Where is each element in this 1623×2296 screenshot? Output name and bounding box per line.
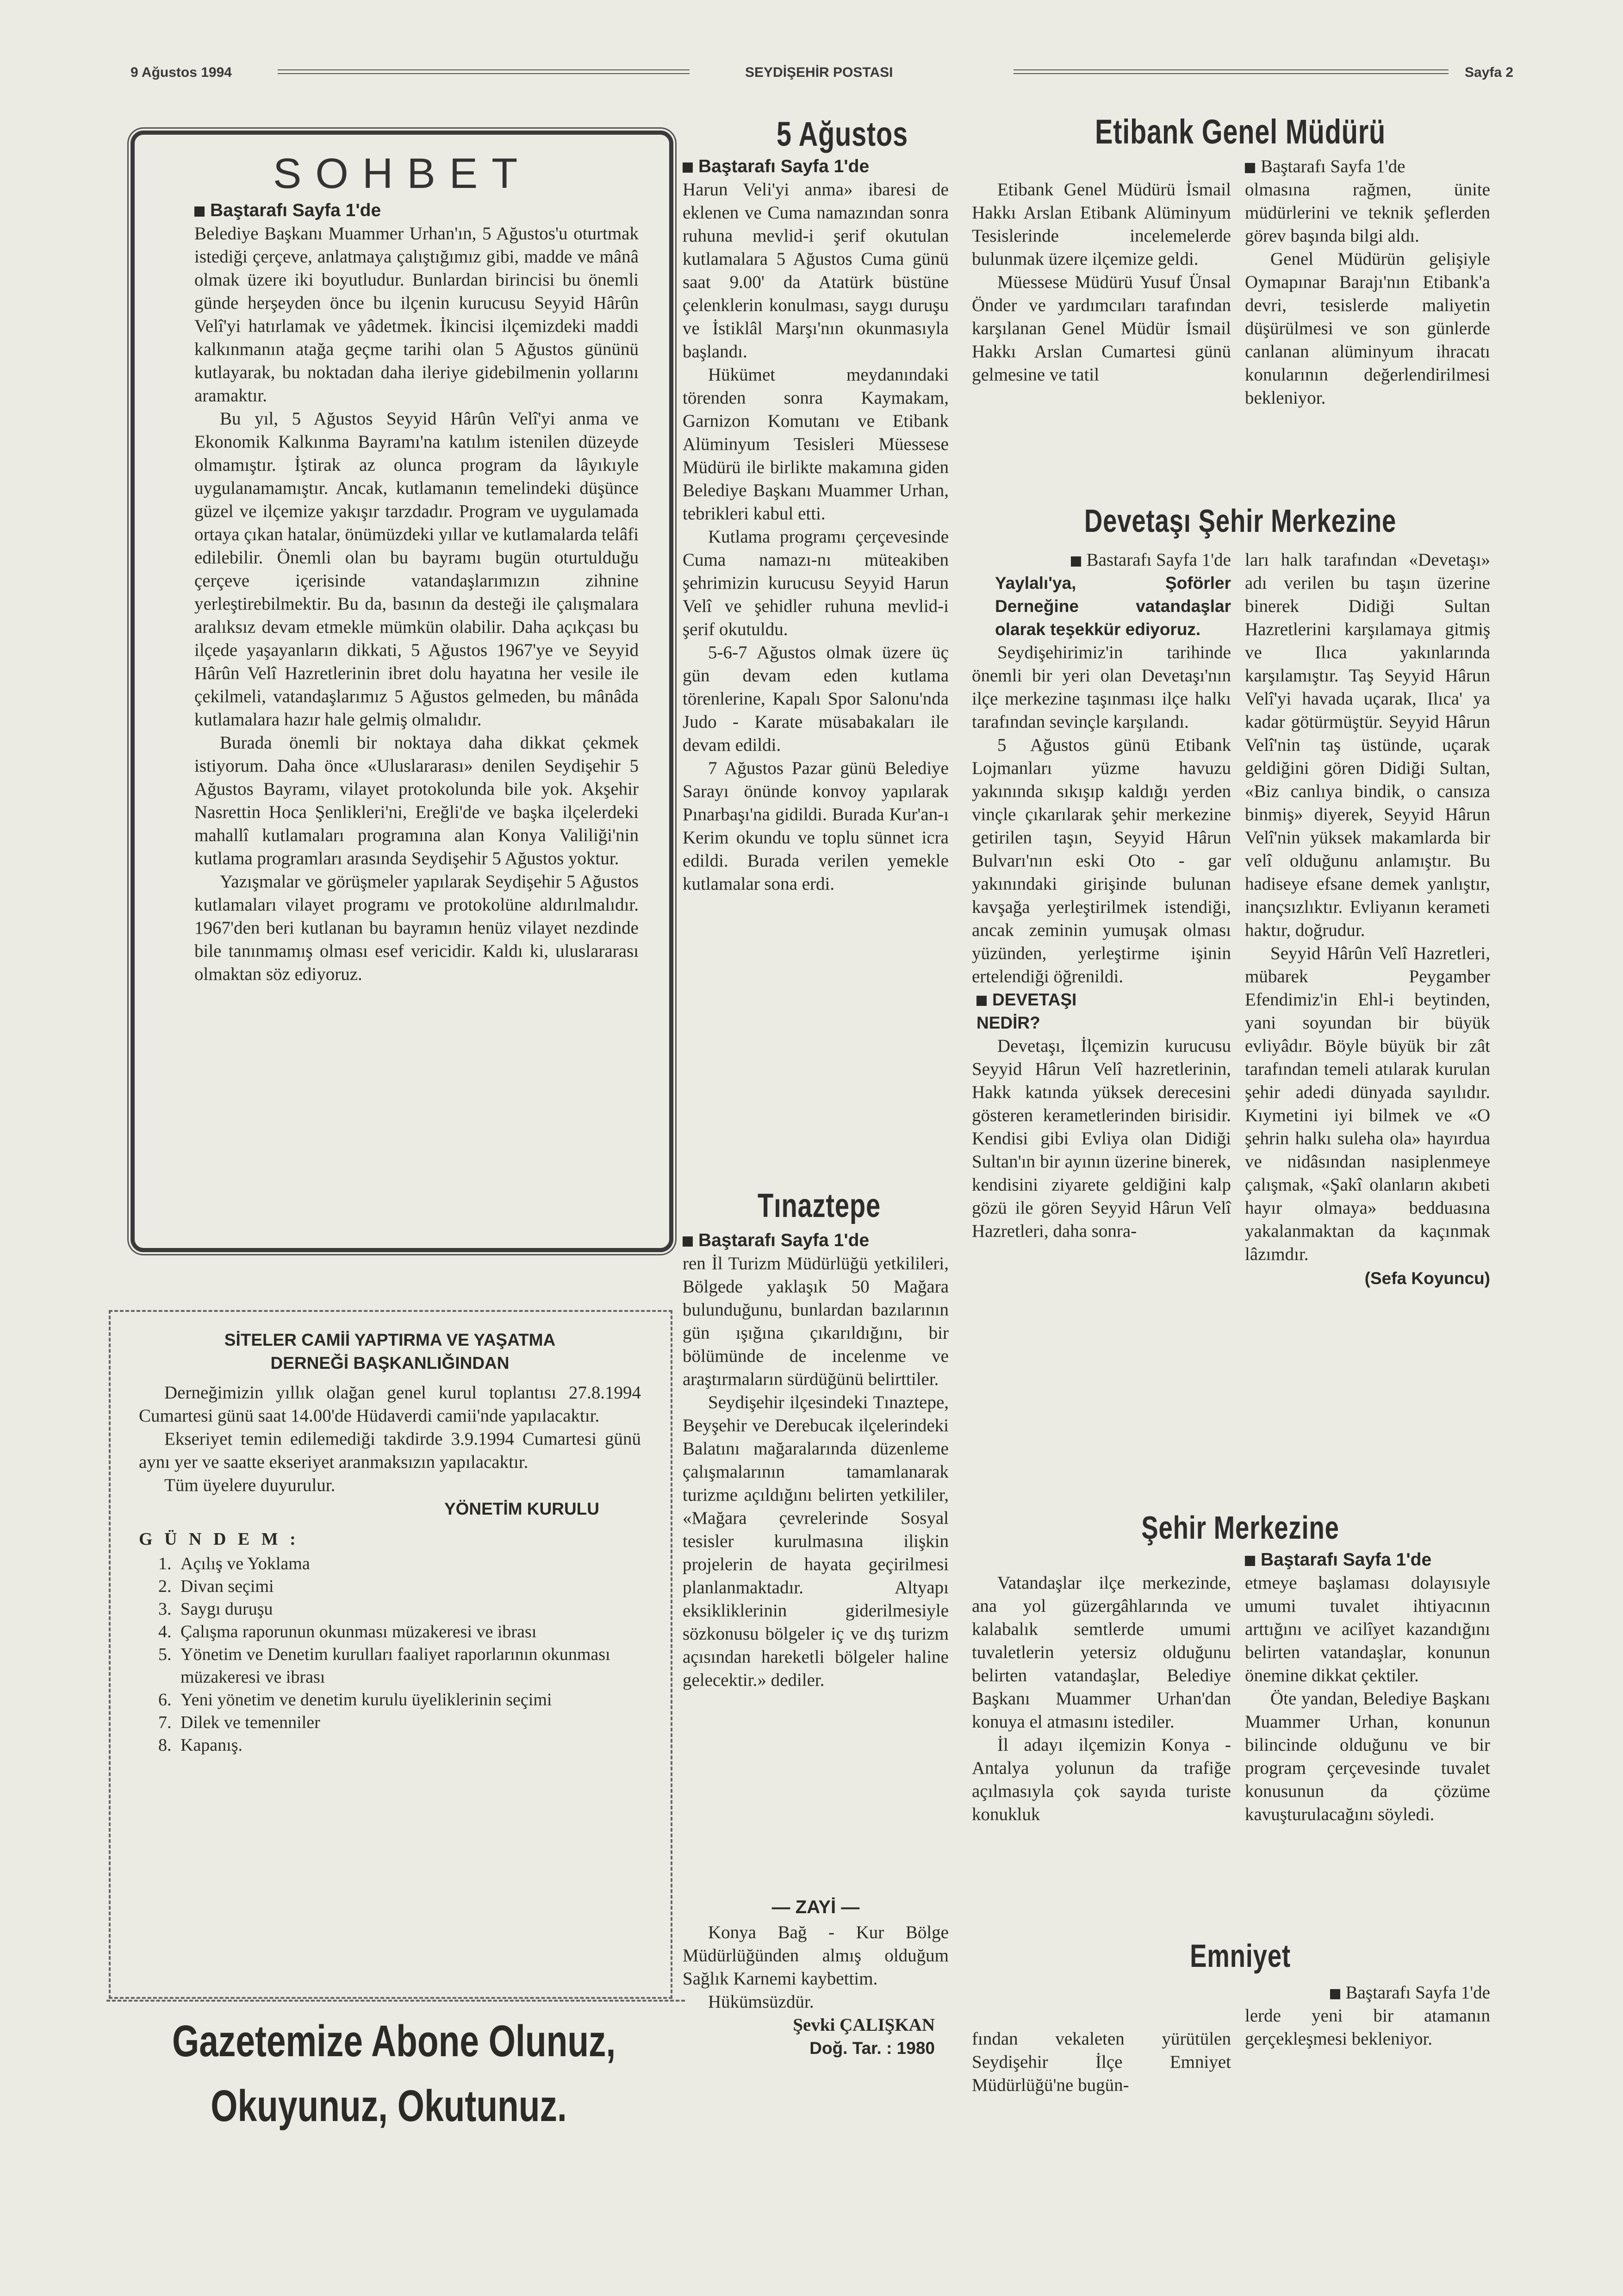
etibank-paragraph: Etibank Genel Müdürü İsmail Hakkı Arslan Etibank Alüminyum Tesislerinde incelemelerde bulunmak üzere ilçemize geldi. xyxy=(972,180,1231,269)
etibank-paragraph: Genel Müdürün gelişiyle Oymapınar Barajı'nın Etibank'a devri, tesislerde maliyetin düşürülmesi ve son günlerde canlanan alüminyum ihracatı konularının değerlendirilmesi bekleniyor. xyxy=(1245,249,1490,408)
devetasi-from: Bastarafı Sayfa 1'de xyxy=(1086,550,1231,570)
sehir-paragraph: etmeye başlaması dolayısıyle umumi tuvalet ihtiyacının arttığını ve acilîyet kazandığını belirten vatandaşlar, konunun önemine dikkat çektiler. xyxy=(1245,1573,1490,1685)
devetasi-paragraph: 5 Ağustos günü Etibank Lojmanları yüzme havuzu yakınında sıkışıp kaldığı yerden vinçle çıkarılarak şehir merkezine getirilen taşın, Seyyid Hârun Bulvarı'nın eski Oto - gar yakınındaki girişinde bulunan kavşağa yerleştirilmek istendiği, ancak zeminin yumuşak olması yüzünden, yerleştirme işinin ertelendiği öğrenildi. xyxy=(972,735,1231,986)
sehir-left-column xyxy=(972,1572,1231,1826)
notice-title: SİTELER CAMİİ YAPTIRMA VE YAŞATMA xyxy=(224,1330,556,1349)
emniyet-paragraph: fından vekaleten yürütülen Seydişehir İlçe Emniyet Müdürlüğü'ne bugün- xyxy=(972,2029,1231,2095)
header-rule xyxy=(1014,69,1449,74)
tinaztepe-from: Baştarafı Sayfa 1'de xyxy=(698,1230,870,1250)
notice-article xyxy=(139,1329,641,1757)
agenda-title: G Ü N D E M : xyxy=(139,1529,299,1549)
devetasi-paragraph: ları halk tarafından «Devetaşı» adı verilen bu taşın üzerine binerek Didiği Sultan Hazretlerini karşılamaya gitmiş ve Ilıca yakınlarında karşılamıştır. Taş Seyyid Hârun Velî'yi havada uçarak, Ilıca' ya kadar götürmüştür. Seyyid Hârun Velî'nin taş üstünde, uçarak geldiğini gören Didiği Sultan, «Biz canlıya bindik, o cansıza binmiş» diyerek, Seyyid Hârun Velî'nin yüksek makamlarda bir velî olduğunu anlamıştır. Bu hadiseye efsane demek yanlıştır, inançsızlıktır. Evliyanın kerameti haktır, doğrudur. xyxy=(1245,550,1490,940)
devetasi-right-column xyxy=(1245,549,1490,1291)
tinaztepe-article xyxy=(683,1229,949,1692)
sohbet-paragraph: Yazışmalar ve görüşmeler yapılarak Seydişehir 5 Ağustos kutlamaları vilayet programı ve protokolüne aldırılmalıdır. 1967'den beri kutlanan bu bayramın henüz vilayet nezdinde bile tanınmamış olması esef vericidir. Kaldı ki, uluslararası olmaktan söz ediyoruz. xyxy=(194,872,639,984)
zayi-text: Konya Bağ - Kur Bölge Müdürlüğünden almış olduğum Sağlık Karnemi kaybettim. xyxy=(683,1922,949,1989)
tinaztepe-title: Tınaztepe xyxy=(757,1187,881,1224)
emniyet-from: Baştarafı Sayfa 1'de xyxy=(1345,1983,1490,2003)
agustos-paragraph: Harun Veli'yi anma» ibaresi de eklenen ve Cuma namazından sonra ruhuna mevlid-i şerif okutulan kutlamalara 5 Ağustos Cuma günü saat 9.00' da Atatürk büstüne çelenklerin konulması, saygı duruşu ve İstiklâl Marşı'nın okunmasıyla başlandı. xyxy=(683,180,949,362)
zayi-dob: Doğ. Tar. : 1980 xyxy=(809,2039,935,2058)
sohbet-paragraph: Belediye Başkanı Muammer Urhan'ın, 5 Ağustos'u oturtmak istediği çerçeve, anlatmaya çalıştığımız gibi, madde ve mânâ olmak üzere iki boyutludur. Bunlardan birincisi bu önemli günde herşeyden önce bu ilçenin kurucusu Seyyid Hârûn Velî'yi hatırlamak ve yâdetmek. İkincisi ilçemizdeki maddi kalkınmanın atağa geçme tarihi olan 5 Ağustos gününü kutlayarak, bu noktadan daha ileriye gidebilmenin yollarını aramaktır. xyxy=(194,224,639,406)
page-number: Sayfa 2 xyxy=(1465,65,1514,80)
devetasi-author: (Sefa Koyuncu) xyxy=(1364,1269,1490,1288)
sohbet-paragraph: Bu yıl, 5 Ağustos Seyyid Hârûn Velî'yi anma ve Ekonomik Kalkınma Bayramı'na katılım istenilen düzeyde olmamıştır. İştirak az olunca program da lâyıkıyle uygulanamamıştır. Ancak, kutlamanın temelindeki düşünce güzel ve ilçemize yakışır tarzdadır. Program ve uygulamada ortaya çıkan hatalar, önümüzdeki yıllar ve kutlamalarda telâfi edilebilir. Önemli olan bu bayramı bugün oturtulduğu çerçeve içerisinde vatandaşlarımızın zihnine yerleştirebilmektir. Bu da, basının da desteği ile çalışmalara aralıksız devam etmekle mümkün olabilir. Daha açıkçası bu ilçede yaşayanların dikkati, 5 Ağustos 1967'ye ve Seyyid Hârûn Velî Hazretlerinin ibret dolu hayatına her vesile ile çekilmeli, vatandaşlarımız 5 Ağustos gelmeden, bu mânâda kutlamalara hazır hale gelmiş olmalıdır. xyxy=(194,409,639,730)
agustos-article xyxy=(683,155,949,896)
sehir-paragraph: Vatandaşlar ilçe merkezinde, ana yol güzergâhlarında ve kalabalık semtlerde umumi tuvaletlerin yetersiz olduğunu belirten vatandaşlar, Belediye Başkanı Muammer Urhan'dan konuya el atmasını istediler. xyxy=(972,1573,1231,1732)
sohbet-article xyxy=(194,148,639,986)
notice-paragraph: Tüm üyelere duyurulur. xyxy=(164,1475,336,1495)
bullet-square-icon xyxy=(1245,163,1255,173)
slogan-line-1: Gazetemize Abone Olunuz, xyxy=(172,2016,616,2066)
agustos-title: 5 Ağustos xyxy=(777,115,908,153)
agustos-paragraph: 5-6-7 Ağustos olmak üzere üç gün devam eden kutlama törenlerine, Kapalı Spor Salonu'nda Judo - Karate müsabakaları ile devam edildi. xyxy=(683,643,949,755)
devetasi-paragraph: Devetaşı, İlçemizin kurucusu Seyyid Hârun Velî hazretlerinin, Hakk katında yüksek derecesini gösteren kerametlerinden birisidir. Kendisi gibi Evliya olan Didiği Sultan'ın bir ayının üzerine binerek, kendisini ziyarete geldiğini kalp gözü ile gören Seyyid Hârun Velî Hazretleri, daha sonra- xyxy=(972,1036,1231,1241)
bullet-square-icon xyxy=(194,206,205,217)
agenda-item: 4. Çalışma raporunun okunması müzakeresi ve ibrası xyxy=(176,1621,641,1643)
sohbet-from: Baştarafı Sayfa 1'de xyxy=(210,200,381,220)
etibank-right-column xyxy=(1245,155,1490,410)
agenda-item: 2. Divan seçimi xyxy=(176,1575,641,1598)
devetasi-left-column xyxy=(972,549,1231,1243)
devetasi-lead: Yaylalı'ya, Şoförler Derneğine vatandaşlar olarak teşekkür ediyoruz. xyxy=(995,574,1231,639)
sehir-paragraph: İl adayı ilçemizin Konya - Antalya yolunun da trafiğe açılmasıyla çok sayıda turiste konukluk xyxy=(972,1735,1231,1824)
agustos-from: Baştarafı Sayfa 1'de xyxy=(698,156,870,176)
agenda-item: 6. Yeni yönetim ve denetim kurulu üyeliklerinin seçimi xyxy=(176,1689,641,1711)
newspaper-title: SEYDİŞEHİR POSTASI xyxy=(745,65,893,80)
agenda-item: 3. Saygı duruşu xyxy=(176,1598,641,1621)
bullet-square-icon xyxy=(1245,1556,1255,1566)
devetasi-title: Devetaşı Şehir Merkezine xyxy=(1084,503,1397,539)
notice-subtitle: DERNEĞİ BAŞKANLIĞINDAN xyxy=(270,1354,510,1373)
zayi-text: Hükümsüzdür. xyxy=(708,1992,814,2012)
etibank-title: Etibank Genel Müdürü xyxy=(1094,112,1386,151)
etibank-paragraph: olmasına rağmen, ünite müdürlerini ve teknik şeflerden görev başında bilgi aldı. xyxy=(1245,180,1490,246)
bullet-square-icon xyxy=(1330,1989,1340,1999)
bullet-square-icon xyxy=(1071,556,1081,567)
agustos-paragraph: 7 Ağustos Pazar günü Belediye Sarayı önünde konvoy yapılarak Pınarbaşı'na gidildi. Burada Kur'an-ı Kerim okundu ve toplu sünnet icra edildi. Burada verilen yemekle kutlamalar sona erdi. xyxy=(683,758,949,894)
agenda-item: 5. Yönetim ve Denetim kurulları faaliyet raporlarının okunması müzakeresi ve ibrası xyxy=(176,1643,641,1689)
issue-date: 9 Ağustos 1994 xyxy=(131,65,232,80)
bullet-square-icon xyxy=(683,1236,693,1247)
sehir-paragraph: Öte yandan, Belediye Başkanı Muammer Urhan, konunun bilincinde olduğunu ve bir program çerçevesinde tuvalet konusunun da çözüme kavuşturulacağını söyledi. xyxy=(1245,1689,1490,1824)
notice-signature: YÖNETİM KURULU xyxy=(444,1499,599,1518)
emniyet-left-column xyxy=(972,2028,1231,2097)
tinaztepe-paragraph: Seydişehir ilçesindeki Tınaztepe, Beyşehir ve Derebucak ilçelerindeki Balatını mağaralarında düzenleme çalışmalarının tamamlanarak turizme açıldığını belirten yetkililer, «Mağara çevrelerinde Sosyal tesisler kurulmasına ilişkin projelerin de hayata geçirilmesi planlanmaktadır. Altyapı eksikliklerinin giderilmesiyle sözkonusu bölgeler iç ve dış turizm açısından hareketli bölgeler haline gelecektir.» dediler. xyxy=(683,1392,949,1690)
slogan-line-2: Okuyunuz, Okutunuz. xyxy=(211,2081,567,2131)
bullet-square-icon xyxy=(683,162,693,173)
devetasi-paragraph: Seydişehirimiz'in tarihinde önemli bir yeri olan Devetaşı'nın ilçe merkezine taşınması ilçe halkı tarafından sevinçle karşılandı. xyxy=(972,643,1231,732)
sehir-title: Şehir Merkezine xyxy=(1141,1510,1339,1546)
sehir-from: Baştarafı Sayfa 1'de xyxy=(1261,1550,1432,1570)
devetasi-paragraph: Seyyid Hârûn Velî Hazretleri, mübarek Peygamber Efendimiz'in Ehl-i beytinden, yani soyundan bir büyük evliyâdır. Böyle büyük bir zât tarafından temeli atılarak kurulan şehir adedi dünyada sayılıdır. Kıymetini iyi bilmek ve «O şehrin halkı suleha ola» hayırdua ve nidâsından nasiplenmeye çalışmak, «Şakî olanların akıbeti hayır olmaya» bedduasına yakalanmaktan da kaçınmak lâzımdır. xyxy=(1245,943,1490,1264)
agenda-item: 1. Açılış ve Yoklama xyxy=(176,1553,641,1575)
zayi-title: — ZAYİ — xyxy=(771,1897,860,1917)
etibank-from: Baştarafı Sayfa 1'de xyxy=(1261,156,1405,176)
zayi-notice xyxy=(683,1893,949,2060)
sehir-right-column xyxy=(1245,1548,1490,1826)
tinaztepe-paragraph: ren İl Turizm Müdürlüğü yetkilileri, Bölgede yaklaşık 50 Mağara bulunduğunu, bunlardan bazılarının gün ışığına çıkarıldığını, bir bölümünde de incelenme ve araştırmaların sürdüğünü belirttiler. xyxy=(683,1254,949,1389)
bullet-square-icon xyxy=(976,996,987,1006)
notice-paragraph: Derneğimizin yıllık olağan genel kurul toplantısı 27.8.1994 Cumartesi günü saat 14.00'de Hüdaverdi camii'nde yapılacaktır. xyxy=(139,1383,641,1426)
emniyet-paragraph: lerde yeni bir atamanın gerçekleşmesi bekleniyor. xyxy=(1245,2006,1490,2049)
notice-paragraph: Ekseriyet temin edilemediği takdirde 3.9.1994 Cumartesi günü aynı yer ve saatte ekseriyet aranmaksızın yapılacaktır. xyxy=(139,1429,641,1472)
agenda-item: 7. Dilek ve temenniler xyxy=(176,1711,641,1734)
etibank-paragraph: Müessese Müdürü Yusuf Ünsal Önder ve yardımcıları tarafından karşılanan Genel Müdür İsmail Hakkı Arslan Cumartesi günü gelmesine ve tatil xyxy=(972,272,1231,385)
slogan-rule xyxy=(106,2000,685,2002)
etibank-left-column xyxy=(972,178,1231,387)
emniyet-right-column xyxy=(1245,1981,1490,2051)
agenda-list xyxy=(139,1553,641,1757)
sohbet-title: SOHBET xyxy=(273,150,532,197)
sohbet-paragraph: Burada önemli bir noktaya daha dikkat çekmek istiyorum. Daha önce «Uluslararası» denilen Seydişehir 5 Ağustos Bayramı, vilayet protokolunda bile yok. Akşehir Nasrettin Hoca Şenlikleri'ni, Ereğli'de ve başka ilçelerdeki mahallî kutlamaları programına alan Konya Valiliği'nin kutlama programları arasında Seydişehir 5 Ağustos yoktur. xyxy=(194,733,639,868)
agustos-paragraph: Hükümet meydanındaki törenden sonra Kaymakam, Garnizon Komutanı ve Etibank Alüminyum Tesisleri Müessese Müdürü ile birlikte makamına giden Belediye Başkanı Muammer Urhan, tebrikleri kabul etti. xyxy=(683,365,949,524)
agenda-item: 8. Kapanış. xyxy=(176,1734,641,1757)
header-rule xyxy=(278,69,690,74)
emniyet-title: Emniyet xyxy=(1190,1938,1291,1974)
agustos-paragraph: Kutlama programı çerçevesinde Cuma namazı-nı müteakiben şehrimizin kurucusu Seyyid Harun Velî ve şehidler ruhuna mevlid-i şerif okutuldu. xyxy=(683,527,949,639)
devetasi-subhead: DEVETAŞI NEDİR? xyxy=(976,990,1077,1032)
zayi-name: Şevki ÇALIŞKAN xyxy=(793,2015,935,2035)
